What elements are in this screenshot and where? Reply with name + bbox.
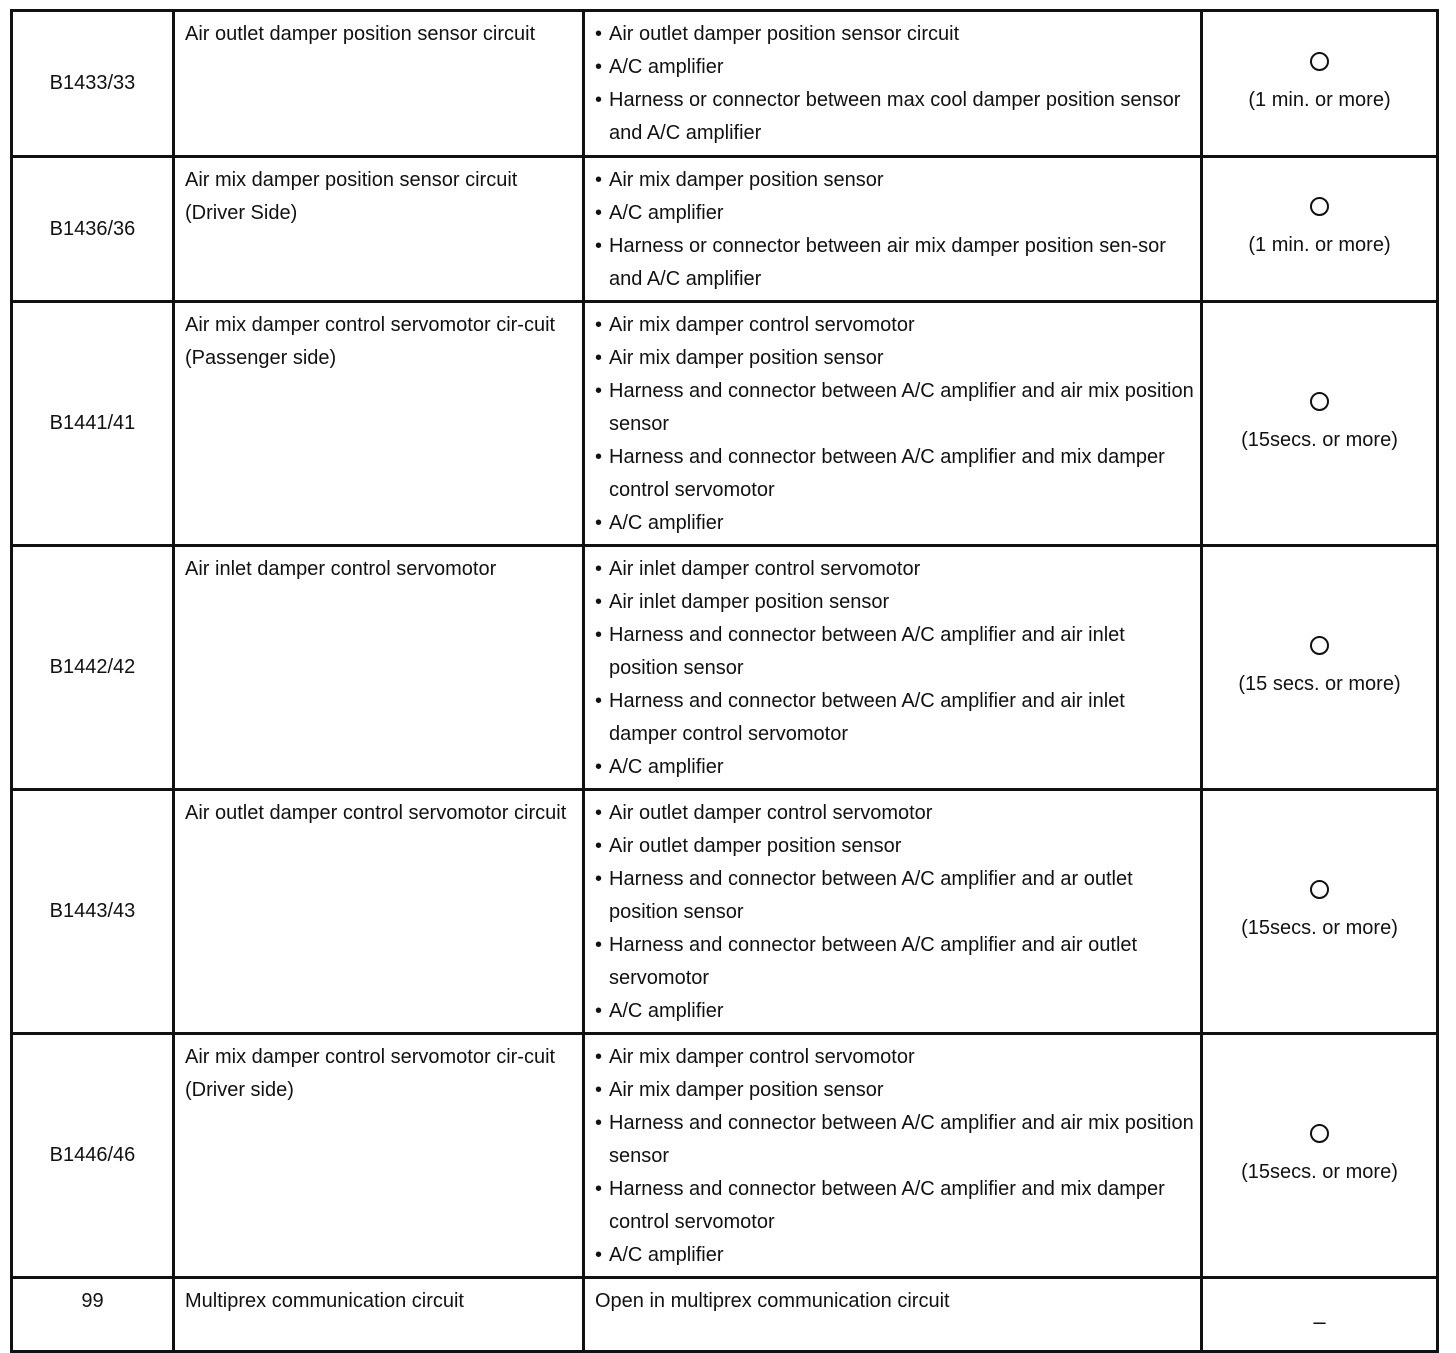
memory-note: (1 min. or more): [1248, 88, 1391, 111]
memory-dash: –: [1313, 1309, 1326, 1334]
table-row: [12, 1278, 1438, 1352]
trouble-area-item: • Air mix damper control servomotor: [595, 309, 1194, 342]
trouble-area-item: • Air inlet damper position sensor: [595, 586, 1194, 619]
trouble-area-item: • Air mix damper position sensor: [595, 342, 1194, 375]
trouble-area-item: • Harness and connector between A/C amplifier and air inlet position sensor: [595, 619, 1194, 685]
circle-icon: [1310, 52, 1329, 71]
dtc-code: B1433/33: [12, 11, 174, 157]
memory-note: (1 min. or more): [1248, 234, 1391, 256]
trouble-area-item: • Air mix damper control servomotor: [595, 1041, 1194, 1074]
circle-icon: [1310, 392, 1329, 411]
memory-cell: [1202, 1034, 1438, 1278]
trouble-area: [584, 546, 1202, 790]
circle-icon: [1310, 880, 1329, 899]
memory-note: (15secs. or more): [1241, 1160, 1398, 1183]
trouble-area-item: • A/C amplifier: [595, 995, 1194, 1028]
trouble-area: [584, 790, 1202, 1034]
trouble-area-item: • Harness and connector between A/C amplifier and air mix position sensor: [595, 1107, 1194, 1173]
trouble-area-item: • Harness or connector between air mix damper position sen-sor and A/C amplifier: [595, 230, 1194, 296]
trouble-area-item: • A/C amplifier: [595, 751, 1194, 784]
circle-icon: [1310, 1124, 1329, 1143]
memory-note: (15secs. or more): [1241, 916, 1398, 939]
trouble-area-item: • Harness or connector between max cool damper position sensor and A/C amplifier: [595, 84, 1194, 150]
trouble-area-item: • A/C amplifier: [595, 197, 1194, 230]
detection-item: Air outlet damper position sensor circuit: [174, 11, 584, 157]
memory-cell: [1202, 546, 1438, 790]
dtc-code: B1442/42: [12, 546, 174, 790]
detection-item: Air inlet damper control servomotor: [174, 546, 584, 790]
trouble-area-item: • Air outlet damper position sensor: [595, 830, 1194, 863]
circle-icon: [1310, 197, 1329, 216]
memory-cell: [1202, 157, 1438, 302]
detection-item: Multiprex communication circuit: [174, 1278, 584, 1352]
trouble-area-item: • Harness and connector between A/C amplifier and air outlet servomotor: [595, 929, 1194, 995]
memory-note: (15secs. or more): [1241, 428, 1398, 451]
detection-item: Air mix damper control servomotor cir-cuit (Driver side): [174, 1034, 584, 1278]
dtc-code: B1443/43: [12, 790, 174, 1034]
trouble-area-item: • Harness and connector between A/C amplifier and mix damper control servomotor: [595, 1173, 1194, 1239]
trouble-area-item: • A/C amplifier: [595, 51, 1194, 84]
trouble-area-item: • Harness and connector between A/C amplifier and air mix position sensor: [595, 375, 1194, 441]
table-row: [12, 11, 1438, 157]
dtc-code: B1446/46: [12, 1034, 174, 1278]
trouble-area-item: • Harness and connector between A/C amplifier and mix damper control servomotor: [595, 441, 1194, 507]
detection-item: Air mix damper control servomotor cir-cuit (Passenger side): [174, 302, 584, 546]
table-row: [12, 546, 1438, 790]
detection-item: Air mix damper position sensor circuit (Driver Side): [174, 157, 584, 302]
dtc-code: 99: [12, 1278, 174, 1352]
diagnostic-trouble-code-table: [10, 9, 1439, 1353]
trouble-area-item: • Air outlet damper position sensor circuit: [595, 18, 1194, 51]
memory-cell: [1202, 790, 1438, 1034]
table-row: [12, 790, 1438, 1034]
table-row: [12, 157, 1438, 302]
trouble-area-item: • Harness and connector between A/C amplifier and air inlet damper control servomotor: [595, 685, 1194, 751]
dtc-code: B1441/41: [12, 302, 174, 546]
detection-item: Air outlet damper control servomotor circuit: [174, 790, 584, 1034]
trouble-area-item: • Air mix damper position sensor: [595, 1074, 1194, 1107]
trouble-area: [584, 11, 1202, 157]
trouble-area-item: • A/C amplifier: [595, 507, 1194, 540]
trouble-area: Open in multiprex communication circuit: [584, 1278, 1202, 1352]
table-row: [12, 302, 1438, 546]
trouble-area-item: • A/C amplifier: [595, 1239, 1194, 1272]
circle-icon: [1310, 636, 1329, 655]
trouble-area: [584, 302, 1202, 546]
memory-cell: [1202, 1278, 1438, 1352]
trouble-area-item: • Air mix damper position sensor: [595, 164, 1194, 197]
trouble-area-item: • Air outlet damper control servomotor: [595, 797, 1194, 830]
memory-cell: [1202, 11, 1438, 157]
dtc-code: B1436/36: [12, 157, 174, 302]
trouble-area-item: • Air inlet damper control servomotor: [595, 553, 1194, 586]
table-row: [12, 1034, 1438, 1278]
trouble-area-item: • Harness and connector between A/C amplifier and ar outlet position sensor: [595, 863, 1194, 929]
trouble-area: [584, 1034, 1202, 1278]
memory-cell: [1202, 302, 1438, 546]
memory-note: (15 secs. or more): [1238, 672, 1401, 695]
trouble-area: [584, 157, 1202, 302]
